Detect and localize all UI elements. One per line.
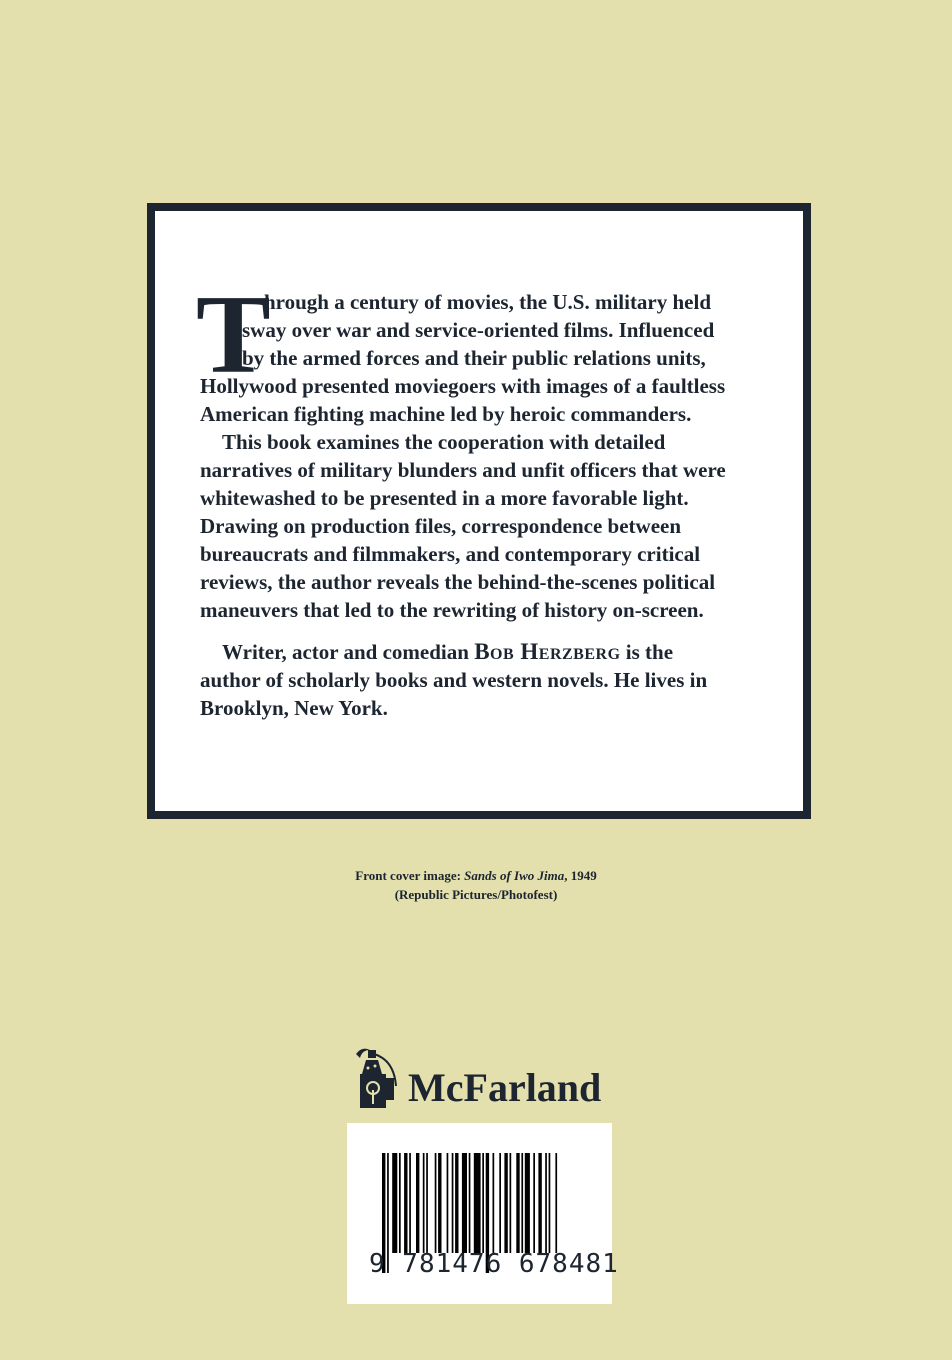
barcode-bar [452,1153,454,1253]
barcode-bar [416,1153,419,1253]
barcode-bar [499,1153,501,1253]
bio-text: Writer, actor and comedian [222,640,475,664]
credit-prefix: Front cover image: [355,868,465,883]
text-line: author of scholarly books and western novels. He lives in [200,668,708,692]
barcode-bar [549,1153,551,1253]
cover-credit [0,866,952,904]
author-name: Bob Herzberg [474,639,621,664]
credit-year: , 1949 [564,868,597,883]
barcode-bar [510,1153,512,1253]
barcode-bar [438,1153,441,1253]
barcode-bar [409,1153,411,1253]
drop-cap: T [196,273,271,397]
barcode-bar [455,1153,458,1253]
barcode-bar [533,1153,535,1253]
text-line: whitewashed to be presented in a more favorable light. [200,486,689,510]
bio-first-line [200,624,726,666]
text-line: sway over war and service-oriented films. Influenced [242,318,715,342]
barcode-bar [447,1153,449,1253]
barcode-bar [423,1153,425,1253]
text-line: This book examines the cooperation with detailed [222,430,666,454]
text-line: narratives of military blunders and unfit officers that were [200,458,726,482]
blurb-text [200,288,726,722]
publisher-logo [352,1046,601,1112]
barcode-bar [399,1153,401,1253]
text-line: bureaucrats and filmmakers, and contemporary critical [200,542,701,566]
barcode-bar [426,1153,428,1253]
barcode-bar [462,1153,467,1253]
publisher-name: McFarland [408,1065,602,1110]
text-line: Drawing on production files, correspondence between [200,514,682,538]
barcode-bar [504,1153,507,1253]
text-line: reviews, the author reveals the behind-the-scenes political [200,570,716,594]
text-line: Brooklyn, New York. [200,696,388,720]
barcode-bar [525,1153,530,1253]
barcode-bar [538,1153,541,1253]
barcode-bar [493,1153,495,1253]
text-line: maneuvers that led to the rewriting of history on-screen. [200,598,704,622]
barcode-bar [474,1153,481,1253]
barcode-bar [435,1153,437,1253]
barcode-bar [545,1153,547,1253]
barcode-bar [482,1153,484,1253]
bio-text: is the [620,640,674,664]
barcode-bar [392,1153,397,1253]
text-line: by the armed forces and their public relations units, [242,346,706,370]
barcode-bar [521,1153,523,1253]
barcode-bar [516,1153,519,1253]
barcode-bar [469,1153,471,1253]
barcode-bar [404,1153,407,1253]
barcode-bar [555,1153,557,1253]
lantern-icon [352,1046,400,1112]
barcode [347,1123,619,1304]
text-line: hrough a century of movies, the U.S. military held [264,290,712,314]
credit-source: (Republic Pictures/Photofest) [394,887,558,902]
text-line: American fighting machine led by heroic commanders. [200,402,692,426]
credit-film-title: Sands of Iwo Jima [464,868,565,883]
isbn-digits: 9 781476 678481 [369,1249,619,1279]
text-line: Hollywood presented moviegoers with images of a faultless [200,374,726,398]
